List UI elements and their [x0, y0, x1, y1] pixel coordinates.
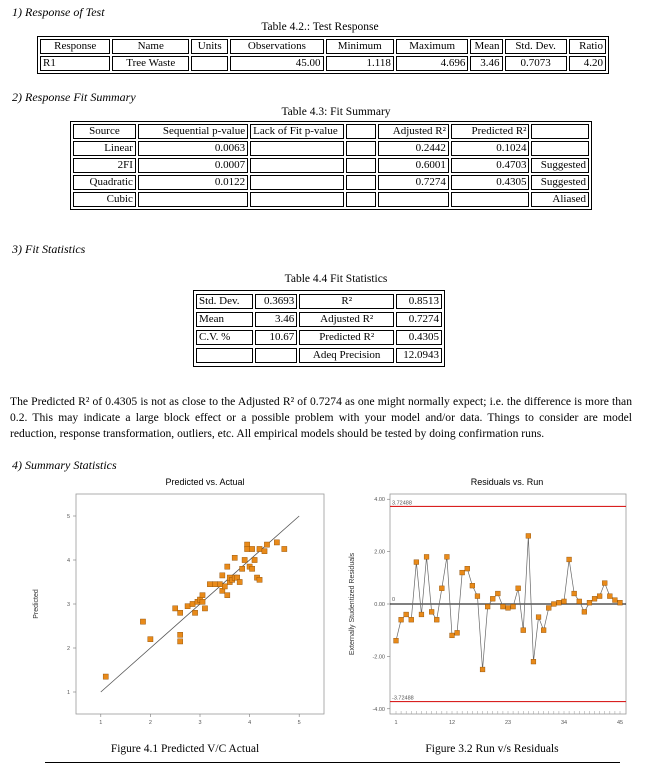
- header-cell: Ratio: [569, 39, 606, 54]
- header-cell: Mean: [470, 39, 502, 54]
- limit-label: -3.72488: [392, 695, 414, 702]
- y-tick-label: 4.00: [374, 497, 385, 504]
- figure-4-1-caption: Figure 4.1 Predicted V/C Actual: [110, 743, 260, 755]
- x-tick-label: 45: [616, 720, 624, 726]
- header-cell: Units: [191, 39, 228, 54]
- cell: [250, 192, 344, 207]
- data-point: [424, 554, 429, 559]
- data-point: [178, 632, 183, 637]
- cell: 4.696: [396, 56, 468, 71]
- cell: [250, 141, 344, 156]
- section-heading-1: 1) Response of Test: [12, 5, 105, 19]
- y-tick-label: 5: [66, 514, 70, 520]
- table-4-2: [37, 36, 609, 74]
- cell: [196, 348, 253, 363]
- data-point: [587, 600, 592, 605]
- y-tick-label: 4: [66, 558, 70, 564]
- data-point: [202, 606, 207, 611]
- data-point: [394, 638, 399, 643]
- cell: Tree Waste: [112, 56, 189, 71]
- data-point: [212, 582, 217, 587]
- data-point: [409, 617, 414, 622]
- chart1-title: Predicted vs. Actual: [165, 477, 245, 487]
- cell: Cubic: [73, 192, 136, 207]
- table-4-4: [193, 290, 445, 367]
- cell: [378, 192, 449, 207]
- cell: R²: [299, 294, 394, 309]
- data-point: [249, 546, 254, 551]
- x-tick-label: 12: [448, 720, 456, 726]
- data-point: [516, 586, 521, 591]
- data-point: [262, 549, 267, 554]
- x-tick-label: 1: [394, 720, 398, 726]
- data-point: [501, 604, 506, 609]
- cell: [191, 56, 228, 71]
- data-point: [597, 594, 602, 599]
- y-axis-label: Externally Studentized Residuals: [349, 552, 356, 656]
- cell: 0.0063: [138, 141, 248, 156]
- data-point: [485, 604, 490, 609]
- x-tick-label: 3: [198, 720, 202, 726]
- cell: 0.1024: [451, 141, 530, 156]
- cell: 3.46: [255, 312, 297, 327]
- data-point: [399, 617, 404, 622]
- cell: [451, 192, 530, 207]
- footer-rule: [45, 762, 620, 763]
- cell: Adeq Precision: [299, 348, 394, 363]
- figure-3-2-caption: Figure 3.2 Run v/s Residuals: [425, 743, 559, 755]
- cell: [346, 192, 376, 207]
- x-tick-label: 2: [148, 720, 152, 726]
- table-4-3: [70, 121, 592, 210]
- data-point: [404, 612, 409, 617]
- cell: Quadratic: [73, 175, 136, 190]
- data-point: [264, 542, 269, 547]
- y-tick-label: -4.00: [372, 706, 385, 713]
- header-cell: [346, 124, 376, 139]
- data-point: [217, 582, 222, 587]
- header-cell: Maximum: [396, 39, 468, 54]
- data-point: [541, 628, 546, 633]
- data-point: [419, 612, 424, 617]
- data-point: [511, 604, 516, 609]
- residuals-vs-run-chart: [340, 488, 630, 740]
- cell: 0.7274: [396, 312, 442, 327]
- data-point: [225, 564, 230, 569]
- x-tick-label: 34: [560, 720, 568, 726]
- cell: 0.4703: [451, 158, 530, 173]
- cell: Mean: [196, 312, 253, 327]
- data-point: [582, 609, 587, 614]
- data-point: [173, 606, 178, 611]
- data-point: [274, 540, 279, 545]
- header-cell: Source: [73, 124, 136, 139]
- data-point: [445, 554, 450, 559]
- cell: [250, 175, 344, 190]
- data-point: [178, 610, 183, 615]
- cell: R1: [40, 56, 110, 71]
- cell: Suggested: [531, 175, 589, 190]
- data-point: [455, 630, 460, 635]
- y-tick-label: -2.00: [372, 654, 385, 661]
- x-tick-label: 1: [99, 720, 103, 726]
- data-point: [434, 617, 439, 622]
- data-point: [140, 619, 145, 624]
- cell: 12.0943: [396, 348, 442, 363]
- data-point: [450, 633, 455, 638]
- cell: [346, 141, 376, 156]
- cell: [250, 158, 344, 173]
- data-point: [465, 566, 470, 571]
- data-point: [567, 557, 572, 562]
- data-point: [245, 546, 250, 551]
- section-heading-3: 3) Fit Statistics: [12, 242, 86, 256]
- x-tick-label: 4: [248, 720, 252, 726]
- data-point: [536, 615, 541, 620]
- data-point: [252, 557, 257, 562]
- data-point: [200, 593, 205, 598]
- cell: C.V. %: [196, 330, 253, 345]
- table-4-2-caption: Table 4.2.: Test Response: [261, 21, 379, 33]
- data-point: [222, 584, 227, 589]
- data-point: [551, 602, 556, 607]
- table-4-4-caption: Table 4.4 Fit Statistics: [284, 273, 388, 285]
- data-point: [557, 600, 562, 605]
- cell: 0.0007: [138, 158, 248, 173]
- body-paragraph: The Predicted R² of 0.4305 is not as close to the Adjusted R² of 0.7274 as one might normally expect; i.e. the difference is more than 0.2. This may indicate a large block effect or a possible problem with your model and/or data. Things to consider are model reduction, response transformation, outliers, etc. All empirical models should be tested by doing confirmation runs.: [10, 395, 632, 440]
- y-tick-label: 1: [66, 690, 70, 696]
- data-point: [602, 581, 607, 586]
- data-point: [490, 596, 495, 601]
- cell: 0.3693: [255, 294, 297, 309]
- header-cell: Sequential p-value: [138, 124, 248, 139]
- cell: 0.6001: [378, 158, 449, 173]
- data-point: [282, 546, 287, 551]
- data-point: [546, 606, 551, 611]
- cell: 3.46: [470, 56, 502, 71]
- header-cell: Lack of Fit p-value: [250, 124, 344, 139]
- data-point: [225, 593, 230, 598]
- data-point: [242, 557, 247, 562]
- data-point: [190, 601, 195, 606]
- data-point: [192, 610, 197, 615]
- y-tick-label: 3: [66, 602, 70, 608]
- data-point: [475, 594, 480, 599]
- cell: [531, 141, 589, 156]
- cell: 1.118: [326, 56, 394, 71]
- section-heading-2: 2) Response Fit Summary: [12, 90, 136, 104]
- x-tick-label: 23: [504, 720, 512, 726]
- data-point: [207, 582, 212, 587]
- cell: Linear: [73, 141, 136, 156]
- data-point: [200, 599, 205, 604]
- cell: 0.4305: [451, 175, 530, 190]
- chart2-title: Residuals vs. Run: [470, 477, 544, 487]
- data-point: [257, 546, 262, 551]
- section-heading-4: 4) Summary Statistics: [12, 458, 117, 472]
- data-point: [414, 560, 419, 565]
- data-point: [572, 591, 577, 596]
- cell: 0.7274: [378, 175, 449, 190]
- header-cell: Observations: [230, 39, 323, 54]
- cell: Suggested: [531, 158, 589, 173]
- header-cell: Minimum: [326, 39, 394, 54]
- cell: Std. Dev.: [196, 294, 253, 309]
- data-point: [495, 591, 500, 596]
- data-point: [577, 599, 582, 604]
- data-point: [178, 639, 183, 644]
- data-point: [480, 667, 485, 672]
- cell: [255, 348, 297, 363]
- data-point: [618, 600, 623, 605]
- table-4-3-caption: Table 4.3: Fit Summary: [281, 106, 391, 118]
- data-point: [237, 579, 242, 584]
- x-tick-label: 5: [297, 720, 301, 726]
- header-cell: Response: [40, 39, 110, 54]
- y-tick-label: 0.00: [374, 602, 385, 608]
- data-point: [506, 606, 511, 611]
- data-point: [148, 637, 153, 642]
- data-point: [607, 594, 612, 599]
- data-point: [521, 628, 526, 633]
- cell: Adjusted R²: [299, 312, 394, 327]
- cell: 45.00: [230, 56, 323, 71]
- zero-label: 0: [392, 597, 396, 603]
- data-point: [526, 534, 531, 539]
- data-point: [103, 674, 108, 679]
- data-point: [531, 659, 536, 664]
- cell: [346, 158, 376, 173]
- cell: 4.20: [569, 56, 606, 71]
- cell: 0.8513: [396, 294, 442, 309]
- cell: 0.4305: [396, 330, 442, 345]
- data-point: [460, 570, 465, 575]
- data-point: [249, 566, 254, 571]
- data-point: [240, 566, 245, 571]
- header-cell: [531, 124, 589, 139]
- header-cell: Predicted R²: [451, 124, 530, 139]
- cell: 2FI: [73, 158, 136, 173]
- cell: Predicted R²: [299, 330, 394, 345]
- predicted-vs-actual-chart: [22, 488, 342, 740]
- data-point: [562, 599, 567, 604]
- data-point: [592, 596, 597, 601]
- cell: Aliased: [531, 192, 589, 207]
- y-tick-label: 2: [66, 646, 70, 652]
- data-point: [232, 555, 237, 560]
- y-tick-label: 2.00: [374, 549, 385, 556]
- header-cell: Name: [112, 39, 189, 54]
- cell: 0.7073: [505, 56, 567, 71]
- data-point: [257, 577, 262, 582]
- cell: 0.0122: [138, 175, 248, 190]
- data-point: [470, 583, 475, 588]
- data-point: [429, 609, 434, 614]
- y-axis-label: Predicted: [33, 589, 40, 619]
- data-point: [220, 573, 225, 578]
- data-point: [439, 586, 444, 591]
- cell: 0.2442: [378, 141, 449, 156]
- header-cell: Adjusted R²: [378, 124, 449, 139]
- header-cell: Std. Dev.: [505, 39, 567, 54]
- limit-label: 3.72488: [392, 500, 412, 507]
- cell: 10.67: [255, 330, 297, 345]
- data-point: [185, 604, 190, 609]
- data-point: [613, 598, 618, 603]
- cell: [138, 192, 248, 207]
- cell: [346, 175, 376, 190]
